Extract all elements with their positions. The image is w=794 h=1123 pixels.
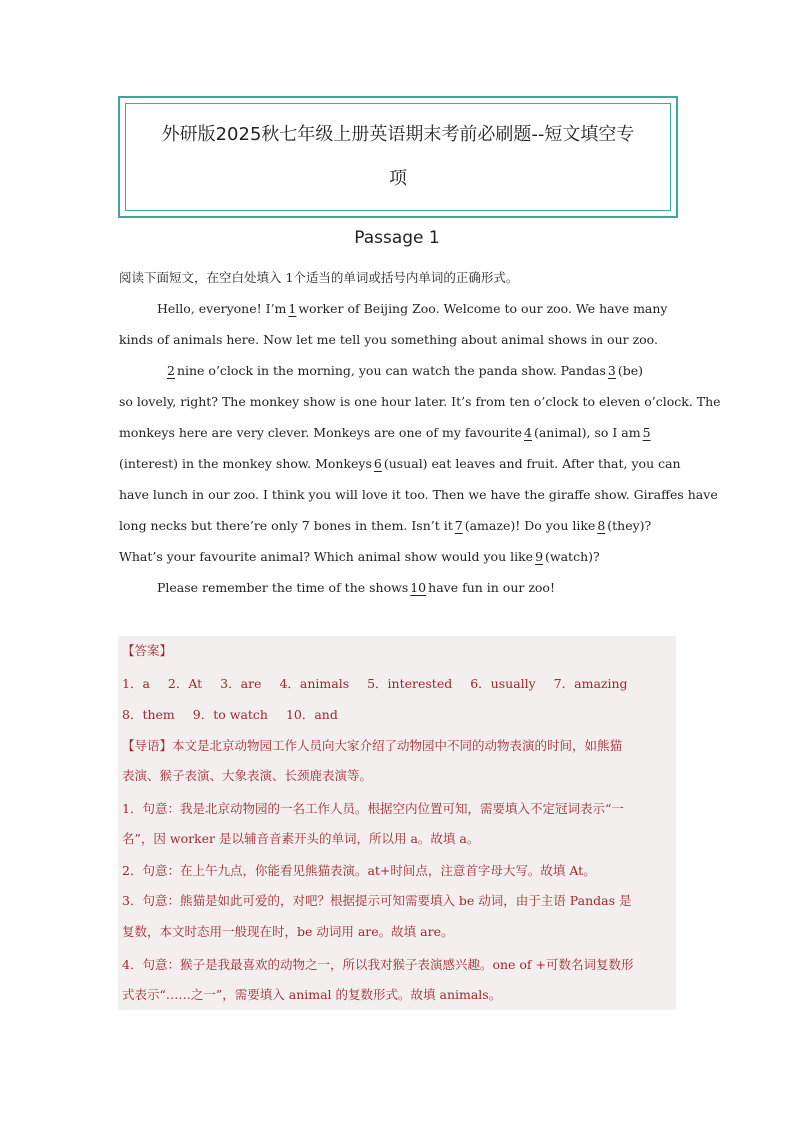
passage-body	[119, 293, 721, 603]
text-segment: worker of Beijing Zoo. Welcome to our zoo. We have many	[298, 301, 668, 316]
blank-6: 6	[373, 456, 382, 471]
blank-9: 9	[535, 549, 544, 564]
explanation-line: 【导语】本文是北京动物园工作人员向大家介绍了动物园中不同的动物表演的时间，如熊猫	[122, 738, 623, 753]
text-segment: (usual) eat leaves and fruit. After that, you can	[383, 456, 681, 471]
blank-1: 1	[288, 301, 297, 316]
passage-line	[119, 448, 681, 479]
instruction-line: 阅读下面短文，在空白处填入 1个适当的单词或括号内单词的正确形式。	[119, 270, 519, 285]
text-segment: monkeys here are very clever. Monkeys are one of my favourite	[119, 425, 522, 440]
blank-4: 4	[524, 425, 532, 440]
answer-item: 6．usually	[470, 676, 536, 691]
text-segment: (animal), so I am	[533, 425, 641, 440]
explanation-line: 名”，因 worker 是以辅音音素开头的单词，所以用 a。故填 a。	[122, 831, 480, 846]
title-inner	[125, 103, 671, 211]
blank-8: 8	[597, 518, 606, 533]
text-segment: Hello, everyone! I’m	[157, 301, 287, 316]
passage-line	[119, 510, 676, 541]
blank-5: 5	[642, 425, 651, 440]
passage-title: Passage 1	[354, 228, 440, 248]
blank-3: 3	[607, 363, 616, 378]
text-segment: have fun in our zoo!	[428, 580, 555, 595]
answer-item: 8．them	[122, 707, 175, 722]
text-segment: (interest) in the monkey show. Monkeys	[119, 456, 372, 471]
passage-line	[119, 541, 676, 572]
answer-item: 2．At	[167, 676, 203, 691]
blank-2: 2	[167, 363, 175, 378]
text-segment: Please remember the time of the shows	[157, 580, 409, 595]
passage-line	[119, 293, 676, 324]
answer-header: 【答案】	[122, 643, 173, 658]
passage-line	[119, 417, 676, 448]
answers-row-2	[122, 704, 672, 726]
explanation-line: 表演、猴子表演、大象表演、长颈鹿表演等。	[122, 768, 373, 783]
explanation-line: 1．句意：我是北京动物园的一名工作人员。根据空内位置可知，需要填入不定冠词表示“一	[122, 801, 624, 816]
passage-line	[119, 386, 721, 417]
passage-line	[119, 324, 676, 355]
answer-item: 4．animals	[279, 676, 350, 691]
answers-row-1	[122, 673, 672, 695]
explanation-line: 复数，本文时态用一般现在时，be 动词用 are。故填 are。	[122, 924, 454, 939]
explanation-line: 式表示“……之一”，需要填入 animal 的复数形式。故填 animals。	[122, 987, 502, 1002]
answer-item: 7．amazing	[553, 676, 628, 691]
text-segment: What’s your favourite animal? Which animal show would you like	[119, 549, 534, 564]
passage-line	[119, 355, 676, 386]
answer-item: 5．interested	[367, 676, 453, 691]
instruction	[119, 262, 676, 293]
explanation-line: 4．句意：猴子是我最喜欢的动物之一，所以我对猴子表演感兴趣。one of +可数名词复数形	[122, 957, 634, 972]
answer-item: 1．a	[122, 676, 150, 691]
blank-10: 10	[410, 580, 427, 595]
text-segment: kinds of animals here. Now let me tell you something about animal shows in our zoo.	[119, 332, 658, 347]
passage-line	[119, 479, 718, 510]
text-segment: nine o’clock in the morning, you can watch the panda show. Pandas	[176, 363, 606, 378]
explanation-line: 3．句意：熊猫是如此可爱的，对吧？根据提示可知需要填入 be 动词，由于主语 Pandas 是	[122, 893, 632, 908]
text-segment: so lovely, right? The monkey show is one hour later. It’s from ten o’clock to eleven o’clock. The	[119, 394, 721, 409]
answer-box	[118, 636, 676, 1010]
doc-title-line1: 外研版2025秋七年级上册英语期末考前必刷题--短文填空专	[161, 124, 635, 145]
text-segment: (amaze)! Do you like	[464, 518, 596, 533]
text-segment: (they)?	[607, 518, 652, 533]
text-segment: have lunch in our zoo. I think you will love it too. Then we have the giraffe show. Giraffes have	[119, 487, 718, 502]
doc-title-line2: 项	[389, 168, 407, 189]
text-segment: (be)	[617, 363, 644, 378]
answer-item: 3．are	[220, 676, 262, 691]
explanation-line: 2．句意：在上午九点，你能看见熊猫表演。at+时间点，注意首字母大写。故填 At。	[122, 863, 596, 878]
answer-item: 10．and	[285, 707, 338, 722]
text-segment: long necks but there’re only 7 bones in them. Isn’t it	[119, 518, 453, 533]
title-box	[118, 96, 678, 218]
text-segment: (watch)?	[545, 549, 600, 564]
blank-7: 7	[454, 518, 463, 533]
passage-line	[119, 572, 676, 603]
answer-item: 9．to watch	[192, 707, 268, 722]
